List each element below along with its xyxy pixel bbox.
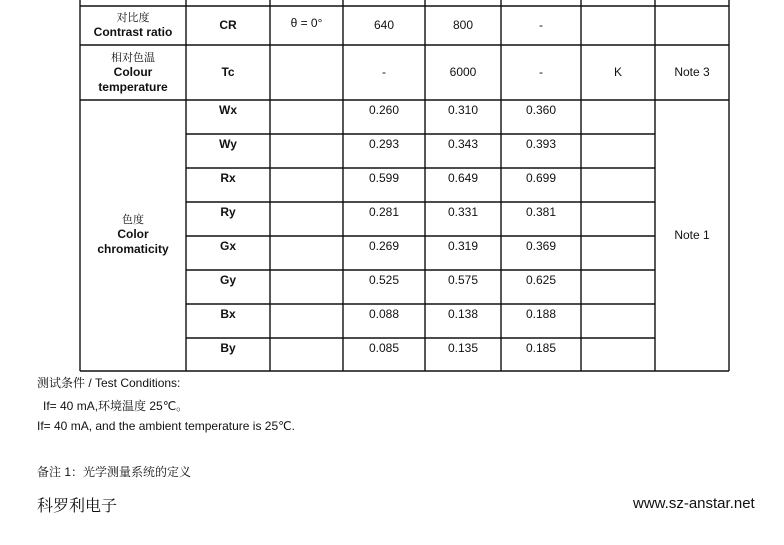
chromaticity-row-min: 0.269 <box>368 239 400 253</box>
chromaticity-row-symbol: Gx <box>219 239 236 253</box>
chromaticity-row-typ: 0.138 <box>447 307 479 321</box>
chromaticity-row-symbol: Gy <box>219 273 236 287</box>
colour-temperature-symbol: Tc <box>221 65 235 79</box>
colour-temperature-max: - <box>539 65 543 79</box>
chromaticity-row-min: 0.525 <box>368 273 400 287</box>
chromaticity-row-symbol: Rx <box>220 171 236 185</box>
chromaticity-row-typ: 0.319 <box>447 239 479 253</box>
contrast-ratio-min: 640 <box>373 18 395 32</box>
chromaticity-row-min: 0.085 <box>368 341 400 355</box>
colour-temperature-typ: 6000 <box>449 65 477 79</box>
chromaticity-row-min: 0.088 <box>368 307 400 321</box>
chromaticity-row-typ: 0.135 <box>447 341 479 355</box>
color-chromaticity-label <box>80 200 186 270</box>
colour-temperature-condition <box>270 45 343 100</box>
contrast-ratio-symbol: CR <box>219 18 237 32</box>
colour-temperature-label-zh: 相对色温 <box>111 50 155 64</box>
footer-company-name: 科罗利电子 <box>37 496 118 515</box>
chromaticity-row-typ: 0.575 <box>447 273 479 287</box>
chromaticity-row-symbol: By <box>220 341 236 355</box>
chromaticity-row-typ: 0.331 <box>447 205 479 219</box>
colour-temperature-note: Note 3 <box>674 65 710 79</box>
contrast-ratio-condition: θ = 0° <box>290 16 323 30</box>
chromaticity-row-typ: 0.649 <box>447 171 479 185</box>
chromaticity-row-symbol: Wx <box>219 103 237 117</box>
chromaticity-row-max: 0.360 <box>525 103 557 117</box>
footer-website: www.sz-anstar.net <box>633 495 755 512</box>
chromaticity-row-symbol: Ry <box>220 205 236 219</box>
chromaticity-row-min: 0.293 <box>368 137 400 151</box>
contrast-ratio-label-zh: 对比度 <box>116 11 150 24</box>
colour-temperature-min: - <box>382 65 386 79</box>
chromaticity-row-min: 0.599 <box>368 171 400 185</box>
color-chromaticity-label-zh: 色度 <box>122 213 144 226</box>
chromaticity-row-max: 0.699 <box>525 171 557 185</box>
chromaticity-row-min: 0.281 <box>368 205 400 219</box>
chromaticity-row-symbol: Bx <box>220 307 236 321</box>
test-conditions-heading: 测试条件 / Test Conditions: <box>37 376 181 390</box>
chromaticity-row-symbol: Wy <box>219 137 237 151</box>
chromaticity-row-typ: 0.343 <box>447 137 479 151</box>
color-chromaticity-note: Note 1 <box>674 228 710 242</box>
contrast-ratio-label <box>80 6 186 45</box>
colour-temperature-label-en: Colour temperature <box>98 64 168 94</box>
chromaticity-row-max: 0.188 <box>525 307 557 321</box>
contrast-ratio-label-en: Contrast ratio <box>93 25 173 39</box>
color-chromaticity-label-en: Color chromaticity <box>97 227 169 256</box>
chromaticity-row-max: 0.369 <box>525 239 557 253</box>
chromaticity-row-max: 0.393 <box>525 137 557 151</box>
chromaticity-row-max: 0.381 <box>525 205 557 219</box>
colour-temperature-unit: K <box>613 65 622 79</box>
chromaticity-row-typ: 0.310 <box>447 103 479 117</box>
test-conditions-zh: If= 40 mA,环境温度 25℃。 <box>43 399 189 413</box>
chromaticity-row-min: 0.260 <box>368 103 400 117</box>
remark-note-1: 备注 1：光学测量系统的定义 <box>37 465 192 479</box>
colour-temperature-label <box>80 45 186 100</box>
contrast-ratio-max: - <box>539 18 543 32</box>
contrast-ratio-typ: 800 <box>452 18 474 32</box>
test-conditions-en: If= 40 mA, and the ambient temperature is 25℃. <box>37 419 295 433</box>
chromaticity-row-max: 0.185 <box>525 341 557 355</box>
chromaticity-row-max: 0.625 <box>525 273 557 287</box>
